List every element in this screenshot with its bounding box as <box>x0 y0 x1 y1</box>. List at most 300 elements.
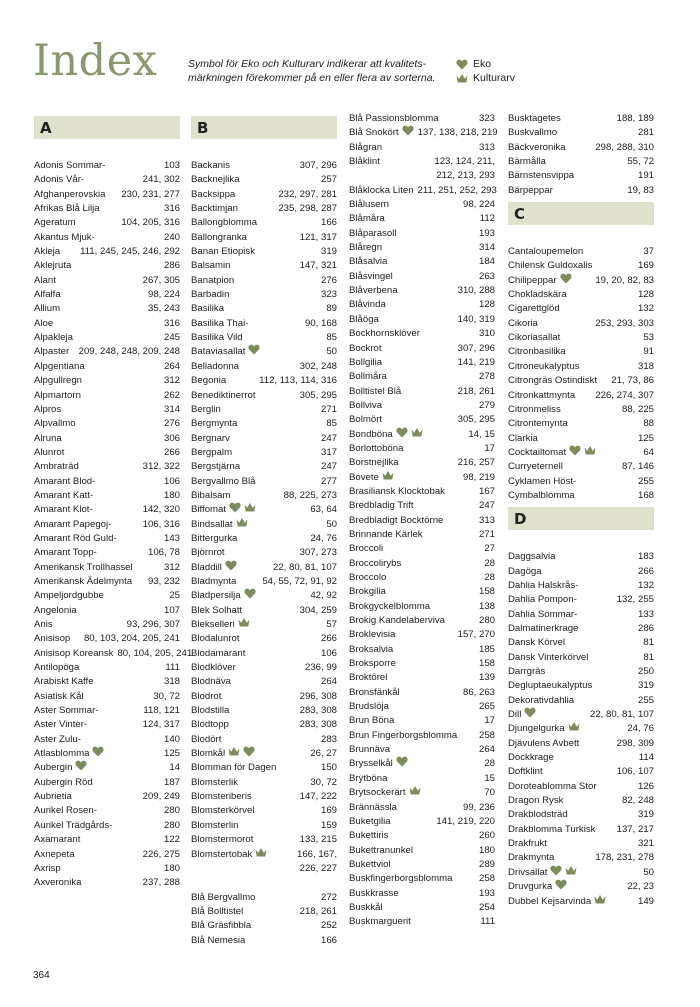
index-entry <box>508 708 654 722</box>
entry-name: Borstnejlika <box>349 457 399 469</box>
entry-pages: 27 <box>484 543 495 555</box>
entry-name: Alfalfa <box>34 289 61 301</box>
index-entry <box>191 331 337 345</box>
index-entry <box>34 747 180 761</box>
index-entry <box>349 298 495 312</box>
index-entry <box>508 737 654 751</box>
entry-name: Bukettranunkel <box>349 844 413 856</box>
index-entry <box>34 561 180 575</box>
index-entry <box>191 245 337 259</box>
index-entry <box>508 169 654 183</box>
index-entry <box>508 112 654 126</box>
entry-pages: 307, 296 <box>457 342 495 354</box>
entry-pages: 124, 317 <box>142 719 180 731</box>
index-entry <box>508 331 654 345</box>
entry-name: Dragon Rysk <box>508 795 564 807</box>
entry-name: Degluptaeukalyptus <box>508 680 593 692</box>
index-entry <box>191 374 337 388</box>
index-entry <box>349 714 495 728</box>
index-entry <box>191 819 337 833</box>
entry-pages: 166, 167, <box>296 848 337 860</box>
entry-name: Alant <box>34 274 56 286</box>
entry-name: Blåöga <box>349 313 379 325</box>
entry-name: Brokgilia <box>349 586 386 598</box>
entry-name: Buskkål <box>349 901 383 913</box>
entry-pages: 107 <box>163 604 180 616</box>
entry-pages: 263 <box>478 270 495 282</box>
entry-pages: 166 <box>320 934 337 946</box>
entry-name: Aster Zulu- <box>34 733 81 745</box>
entry-pages: 187 <box>163 776 180 788</box>
entry-pages: 267, 305 <box>142 274 180 286</box>
entry-pages: 54, 55, 72, 91, 92 <box>262 575 337 587</box>
entry-name: Citronmeliss <box>508 403 561 415</box>
entry-name: Blomkål <box>191 748 226 760</box>
entry-pages: 126 <box>637 780 654 792</box>
index-entry <box>349 499 495 513</box>
entry-name: Ballongranka <box>191 231 248 243</box>
index-entry <box>191 159 337 173</box>
entry-pages: 255 <box>637 475 654 487</box>
index-entry <box>34 546 180 560</box>
entry-name: Clarkia <box>508 432 538 444</box>
entry-pages: 169 <box>320 805 337 817</box>
entry-name: Blåklocka Liten <box>349 184 414 196</box>
index-entry <box>191 804 337 818</box>
index-entry <box>191 647 337 661</box>
entry-name: Blodnäva <box>191 676 232 688</box>
index-entry <box>349 385 495 399</box>
index-entry <box>34 675 180 689</box>
index-entry <box>34 604 180 618</box>
index-entry <box>508 417 654 431</box>
entry-pages: 257 <box>320 174 337 186</box>
entry-name: Citrontemynta <box>508 418 568 430</box>
entry-name: Bergstjärna <box>191 461 241 473</box>
entry-name: Barbadin <box>191 289 230 301</box>
index-entry <box>508 288 654 302</box>
entry-name: Amarant Klot- <box>34 504 93 516</box>
entry-name: Aster Sommar- <box>34 705 99 717</box>
entry-pages: 319 <box>637 680 654 692</box>
entry-pages: 245 <box>163 332 180 344</box>
entry-name: Blå Bolltistel <box>191 905 244 917</box>
index-entry <box>508 550 654 564</box>
entry-pages: 216, 257 <box>457 457 495 469</box>
entry-name: Basilika <box>191 303 225 315</box>
index-entry <box>191 274 337 288</box>
index-entry <box>349 126 498 140</box>
index-entry <box>191 489 337 503</box>
index-entry <box>508 851 654 865</box>
spacer <box>191 876 337 890</box>
section-header: B <box>191 116 337 139</box>
entry-pages: 247 <box>320 432 337 444</box>
index-entry <box>34 532 180 546</box>
entry-name: Druvgurka <box>508 881 553 893</box>
entry-name: Blågran <box>349 141 383 153</box>
entry-pages: 118, 121 <box>143 705 180 717</box>
entry-name: Cymbalblomma <box>508 489 575 501</box>
entry-name: Bergvallmo Blå <box>191 475 256 487</box>
entry-name: Brasiliansk Klocktobak <box>349 485 445 497</box>
entry-name: Angelonia <box>34 604 77 616</box>
entry-name: Blåsalvia <box>349 256 388 268</box>
entry-name: Aubrietia <box>34 791 72 803</box>
entry-name: Blodalunrot <box>191 633 240 645</box>
entry-pages: 103 <box>163 160 180 171</box>
index-entry <box>508 866 654 880</box>
entry-name: Dahlia Halskrås- <box>508 579 579 591</box>
entry-pages: 271 <box>478 528 495 540</box>
index-entry <box>508 389 654 403</box>
entry-name: Amarant Röd Guld- <box>34 532 117 544</box>
entry-pages: 266 <box>637 565 654 577</box>
entry-pages: 14 <box>169 762 180 774</box>
entry-name: Bergnarv <box>191 432 230 444</box>
index-entry <box>349 212 495 226</box>
index-entry <box>349 643 495 657</box>
entry-name: Brytböna <box>349 772 388 784</box>
entry-pages: 168 <box>637 489 654 501</box>
entry-pages: 226, 227 <box>299 862 337 874</box>
index-entry <box>34 690 180 704</box>
index-entry <box>34 575 180 589</box>
heart-icon <box>244 588 256 604</box>
entry-name: Bukettiris <box>349 830 389 842</box>
entry-pages: 302, 248 <box>299 360 337 372</box>
entry-name: Blodtopp <box>191 719 229 731</box>
heart-icon <box>560 273 572 289</box>
index-entry <box>508 184 654 198</box>
index-entry <box>508 694 654 708</box>
index-entry <box>349 456 495 470</box>
entry-name: Anisisop <box>34 633 71 645</box>
index-entry <box>34 331 180 345</box>
index-entry <box>349 112 495 126</box>
index-entry <box>34 432 180 446</box>
index-entry <box>191 288 337 302</box>
entry-pages: 159 <box>320 819 337 831</box>
entry-pages: 28 <box>484 557 495 569</box>
entry-pages: 264 <box>163 360 180 372</box>
index-entry <box>508 475 654 489</box>
index-entry <box>34 345 180 359</box>
entry-pages: 82, 248 <box>621 795 654 807</box>
entry-pages: 280 <box>163 805 180 817</box>
index-entry <box>349 657 495 671</box>
index-entry <box>191 259 337 273</box>
index-entry <box>191 202 337 216</box>
entry-pages: 139 <box>478 672 495 684</box>
index-entry <box>349 815 495 829</box>
index-entry <box>34 589 180 603</box>
entry-pages: 53 <box>643 332 654 344</box>
entry-name: Broccoli <box>349 543 384 555</box>
entry-name: Bredbladig Trift <box>349 500 414 512</box>
index-entry <box>191 403 337 417</box>
entry-pages: 319 <box>637 809 654 821</box>
entry-name: Bredbladigt Bocktörne <box>349 514 444 526</box>
entry-name: Blodört <box>191 733 222 745</box>
index-column-1 <box>34 112 193 891</box>
entry-name: Citroneukalyptus <box>508 360 580 372</box>
index-entry <box>508 565 654 579</box>
index-entry <box>508 432 654 446</box>
entry-name: Cantaloupemelon <box>508 246 584 258</box>
entry-pages: 64 <box>643 446 654 458</box>
entry-pages: 318 <box>637 360 654 372</box>
index-entry <box>349 428 495 442</box>
entry-name: Bataviasallat <box>191 346 246 358</box>
entry-pages: 232, 297, 281 <box>278 188 337 200</box>
entry-name: Drakfrukt <box>508 838 547 850</box>
entry-name: Borlottoböna <box>349 442 404 454</box>
index-entry <box>508 794 654 808</box>
entry-name: Amerikansk Trollhassel <box>34 561 133 573</box>
entry-pages: 260 <box>478 830 495 842</box>
entry-name: Begonia <box>191 375 227 387</box>
index-entry <box>508 302 654 316</box>
index-entry <box>191 518 337 532</box>
entry-name: Aubergin <box>34 762 73 774</box>
index-entry <box>191 661 337 675</box>
entry-name: Alpaster <box>34 346 70 358</box>
index-entry <box>508 780 654 794</box>
entry-name: Björnrot <box>191 547 225 559</box>
entry-name: Blå Nemesia <box>191 934 246 946</box>
entry-name: Alunrot <box>34 446 65 458</box>
heart-icon <box>569 445 581 461</box>
index-entry <box>191 632 337 646</box>
entry-pages: 138 <box>478 600 495 612</box>
entry-pages: 133 <box>637 608 654 620</box>
entry-pages: 307, 273 <box>299 547 337 559</box>
index-entry <box>349 743 495 757</box>
entry-pages: 91 <box>643 346 654 358</box>
entry-pages: 112, 113, 114, 316 <box>259 375 337 387</box>
index-entry <box>34 317 180 331</box>
index-entry <box>508 880 654 894</box>
entry-name: Bovete <box>349 471 379 483</box>
index-entry <box>349 901 495 915</box>
entry-name: Broksalvia <box>349 643 394 655</box>
entry-pages: 283, 308 <box>299 705 337 717</box>
entry-pages: 85 <box>326 332 337 344</box>
entry-pages: 133, 215 <box>299 834 337 846</box>
entry-name: Blodklöver <box>191 662 236 674</box>
entry-pages: 312 <box>163 375 180 387</box>
entry-pages: 286 <box>163 260 180 272</box>
index-entry <box>349 327 495 341</box>
entry-name: Blomstermorot <box>191 834 254 846</box>
index-entry <box>191 891 337 905</box>
entry-name: Drakblodsträd <box>508 809 568 821</box>
entry-name: Blomstertobak <box>191 848 253 860</box>
entry-name: Bladdill <box>191 561 222 573</box>
index-entry <box>349 614 495 628</box>
entry-name: Ambraträd <box>34 461 79 473</box>
entry-name: Bergpalm <box>191 446 233 458</box>
entry-pages: 17 <box>484 442 495 454</box>
entry-pages: 218, 261 <box>299 905 337 917</box>
index-entry <box>349 227 495 241</box>
entry-pages: 253, 293, 303 <box>595 317 654 329</box>
entry-pages: 258 <box>478 729 495 741</box>
entry-pages: 169 <box>637 260 654 272</box>
index-entry <box>34 389 180 403</box>
entry-name: Ballongblomma <box>191 217 258 229</box>
index-entry <box>349 887 495 901</box>
crown-icon <box>238 617 250 633</box>
entry-name: Alpvallmo <box>34 418 76 430</box>
entry-name: Antilopöga <box>34 662 80 674</box>
heart-icon <box>225 560 237 576</box>
index-entry <box>191 905 337 919</box>
index-entry <box>508 460 654 474</box>
entry-pages: 265 <box>478 701 495 713</box>
entry-pages: 317 <box>320 446 337 458</box>
entry-name: Buketgilia <box>349 815 391 827</box>
index-entry <box>508 317 654 331</box>
entry-pages: 157, 270 <box>457 629 495 641</box>
entry-name: Blåvinda <box>349 299 386 311</box>
index-entry <box>349 671 495 685</box>
index-entry <box>349 829 495 843</box>
index-entry <box>34 862 180 876</box>
entry-pages: 191 <box>637 170 654 182</box>
entry-name: Bollgilia <box>349 356 383 368</box>
index-entry <box>191 503 337 517</box>
index-entry <box>191 747 337 761</box>
intro-text: Symbol för Eko och Kulturarv indikerar att kvalitets-märkningen förekommer på en eller flera av sorterna. <box>188 58 436 84</box>
entry-pages: 298, 288, 310 <box>595 141 654 153</box>
index-entry <box>349 155 495 169</box>
entry-name: Axveronika <box>34 877 82 889</box>
entry-name: Bollmåra <box>349 371 387 383</box>
index-entry <box>349 772 495 786</box>
entry-pages: 89 <box>326 303 337 315</box>
entry-pages: 50 <box>326 346 337 358</box>
entry-name: Dill <box>508 709 522 721</box>
entry-pages: 180 <box>163 862 180 874</box>
index-entry <box>349 284 495 298</box>
heart-icon <box>248 344 260 360</box>
heart-icon <box>396 427 408 443</box>
entry-name: Broksporre <box>349 658 396 670</box>
entry-pages: 193 <box>478 887 495 899</box>
entry-name: Atlasblomma <box>34 748 90 760</box>
entry-name: Adonis Vår- <box>34 174 85 186</box>
entry-pages: 307, 296 <box>299 160 337 171</box>
index-entry <box>191 561 337 575</box>
index-entry <box>34 159 180 173</box>
entry-name: Busktagetes <box>508 113 561 124</box>
entry-pages: 50 <box>643 866 654 878</box>
entry-pages: 99, 236 <box>462 801 495 813</box>
entry-pages: 313 <box>478 141 495 153</box>
crown-icon <box>456 73 468 84</box>
entry-pages: 279 <box>478 399 495 411</box>
entry-name: Aurikel Rosen- <box>34 805 97 817</box>
index-entry <box>349 858 495 872</box>
entry-pages: 209, 248, 248, 209, 248 <box>78 346 180 358</box>
index-entry <box>191 776 337 790</box>
index-entry <box>349 270 495 284</box>
index-entry <box>349 313 495 327</box>
index-entry <box>349 557 495 571</box>
index-entry <box>349 528 495 542</box>
entry-pages: 323 <box>478 113 495 124</box>
index-entry <box>508 895 654 909</box>
entry-pages: 137, 217 <box>616 823 654 835</box>
index-entry <box>34 475 180 489</box>
entry-pages: 22, 80, 81, 107 <box>272 561 337 573</box>
index-entry <box>34 718 180 732</box>
entry-name: Arabiskt Kaffe <box>34 676 94 688</box>
entry-pages: 37 <box>643 246 654 258</box>
entry-pages: 255 <box>637 694 654 706</box>
index-entry <box>34 661 180 675</box>
entry-name: Dansk Vinterkörvel <box>508 651 589 663</box>
index-entry <box>508 446 654 460</box>
entry-pages: 310, 288 <box>457 285 495 297</box>
index-entry <box>191 790 337 804</box>
index-entry <box>191 589 337 603</box>
entry-name: Buskfingerborgsblomma <box>349 873 453 885</box>
entry-name: Afghanperovskia <box>34 188 106 200</box>
index-entry <box>349 485 495 499</box>
entry-name: Aster Vinter- <box>34 719 88 731</box>
index-entry <box>508 751 654 765</box>
entry-pages: 80, 104, 205, 241 <box>117 647 193 659</box>
index-column-3 <box>349 112 498 930</box>
index-entry <box>191 848 337 862</box>
entry-name: Blå Bergvallmo <box>191 891 256 903</box>
entry-pages: 264 <box>320 676 337 688</box>
entry-pages: 235, 298, 287 <box>278 203 337 215</box>
entry-pages: 230, 231, 277 <box>121 188 180 200</box>
index-entry <box>349 399 495 413</box>
entry-name: Dockkrage <box>508 752 554 764</box>
entry-pages: 106 <box>320 647 337 659</box>
index-entry <box>34 288 180 302</box>
entry-name: Brysselkål <box>349 758 393 770</box>
entry-pages: 142, 320 <box>142 504 180 516</box>
index-entry <box>191 718 337 732</box>
entry-pages: 272 <box>320 891 337 903</box>
index-entry <box>349 241 495 255</box>
entry-pages: 312, 322 <box>142 461 180 473</box>
index-entry <box>508 579 654 593</box>
entry-pages: 88, 225 <box>621 403 654 415</box>
crown-icon <box>584 445 596 461</box>
entry-pages: 128 <box>637 289 654 301</box>
entry-name: Blekselleri <box>191 619 235 630</box>
entry-name: Dansk Körvel <box>508 637 566 649</box>
entry-pages: 19, 20, 82, 83 <box>595 274 654 286</box>
entry-pages: 141, 219 <box>457 356 495 368</box>
entry-name: Bäckveronika <box>508 141 566 153</box>
entry-name: Blodrot <box>191 690 222 702</box>
index-entry <box>34 819 180 833</box>
entry-name: Blå Snokört <box>349 127 399 139</box>
index-entry <box>191 302 337 316</box>
index-entry <box>191 216 337 230</box>
entry-name: Amarant Blod- <box>34 475 96 487</box>
crown-icon <box>255 847 267 863</box>
index-entry <box>508 823 654 837</box>
